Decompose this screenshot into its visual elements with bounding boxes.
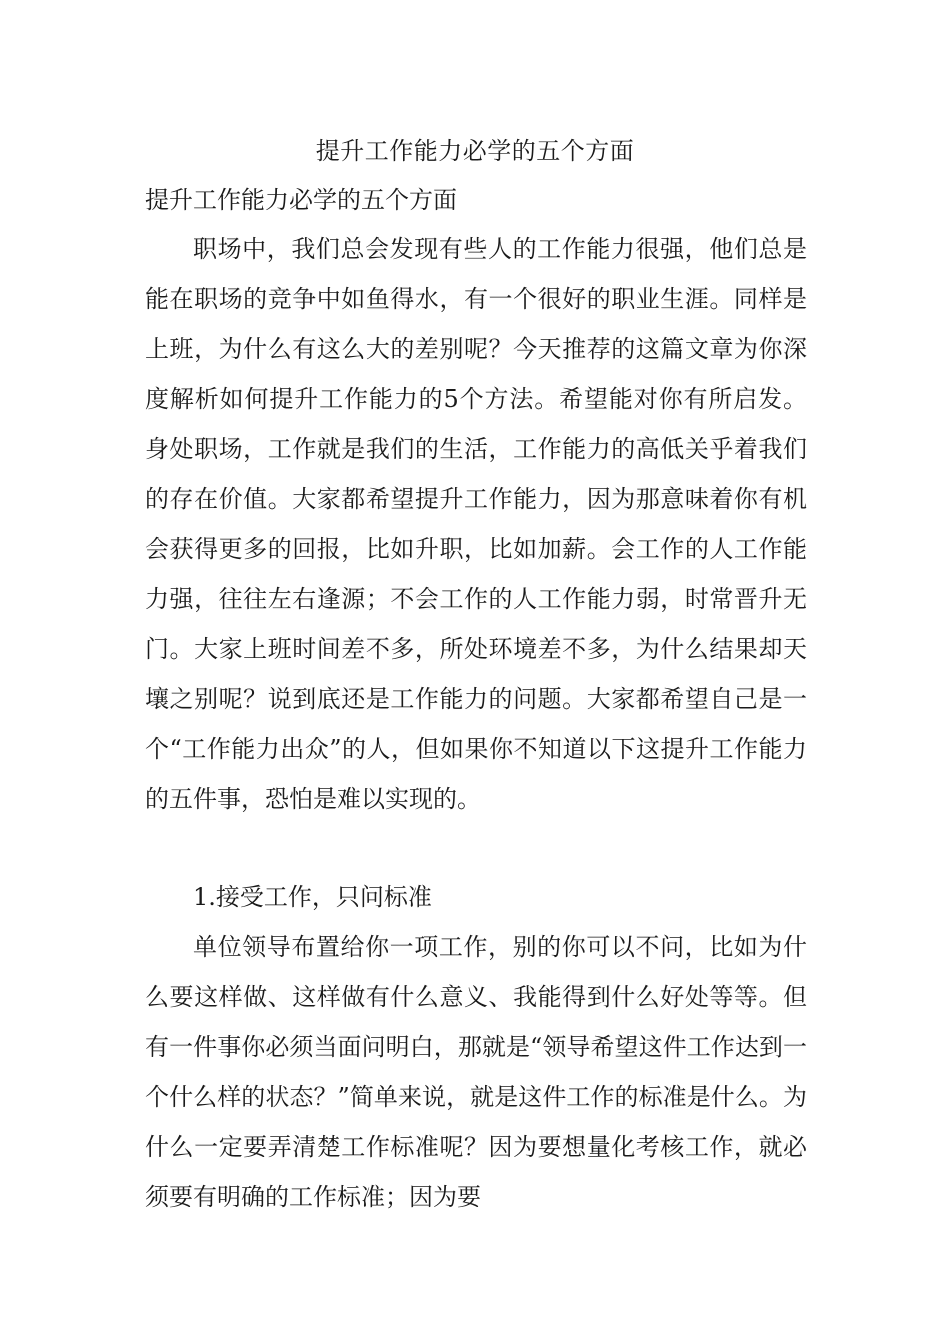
section-heading-1: 1.接受工作，只问标准	[193, 883, 432, 911]
intro-paragraph: 职场中，我们总会发现有些人的工作能力很强，他们总是能在职场的竞争中如鱼得水，有一个很好的职业生涯。同样是上班，为什么有这么大的差别呢？今天推荐的这篇文章为你深度解析如何提升工作能力的5个方法。希望能对你有所启发。身处职场，工作就是我们的生活，工作能力的高低关乎着我们的存在价值。大家都希望提升工作能力，因为那意味着你有机会获得更多的回报，比如升职，比如加薪。会工作的人工作能力强，往往左右逢源；不会工作的人工作能力弱，时常晋升无门。大家上班时间差不多，所处环境差不多，为什么结果却天壤之别呢？说到底还是工作能力的问题。大家都希望自己是一个“工作能力出众”的人，但如果你不知道以下这提升工作能力的五件事，恐怕是难以实现的。	[145, 235, 807, 813]
document-subtitle: 提升工作能力必学的五个方面	[145, 186, 457, 214]
document-title: 提升工作能力必学的五个方面	[315, 137, 635, 165]
section-1-paragraph: 单位领导布置给你一项工作，别的你可以不问，比如为什么要这样做、这样做有什么意义、我能得到什么好处等等。但有一件事你必须当面问明白，那就是“领导希望这件工作达到一个什么样的状态？”简单来说，就是这件工作的标准是什么。为什么一定要弄清楚工作标准呢？因为要想量化考核工作，就必须要有明确的工作标准；因为要	[145, 933, 807, 1211]
